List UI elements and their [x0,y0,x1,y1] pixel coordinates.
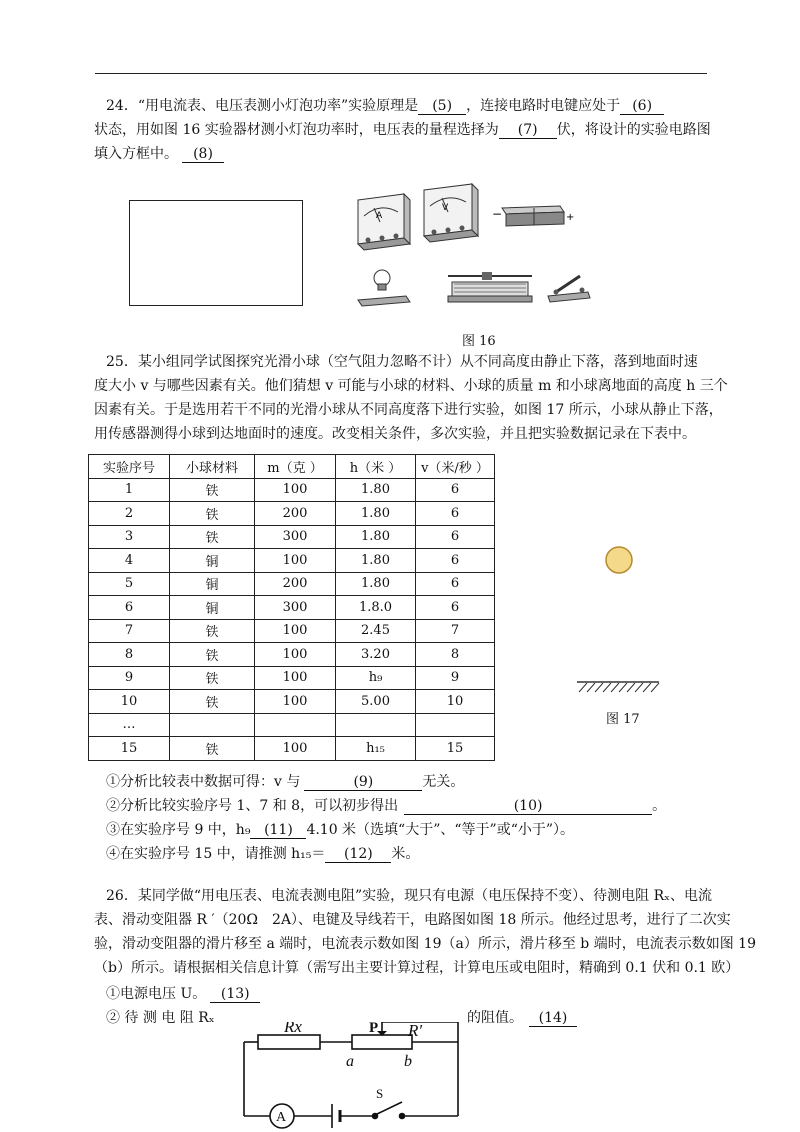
table-cell: 1.8.0 [336,596,416,620]
battery-icon [492,206,574,226]
table-cell: 15 [89,737,170,761]
blank-9[interactable]: (9) [304,774,422,791]
table-cell: 100 [255,737,336,761]
figure-17-drawing [575,540,665,700]
table-cell: 铜 [170,549,255,573]
blank-12[interactable]: (12) [325,846,391,863]
table-row [89,525,495,549]
ammeter-icon [358,194,410,250]
table-cell: 铁 [170,666,255,690]
label-p: P [369,1022,379,1036]
table-cell: 1.80 [336,478,416,502]
table-row [89,572,495,596]
table-cell: 100 [255,690,336,714]
figure-16-label: 图 16 [462,334,496,349]
table-cell: h₁₅ [336,737,416,761]
circuit-diagram [236,1022,466,1132]
table-row [89,502,495,526]
table-row [89,690,495,714]
table-cell [416,713,495,737]
ball-icon [606,547,632,573]
table-cell [170,713,255,737]
voltmeter-icon [424,184,478,242]
table-cell: 15 [416,737,495,761]
table-cell: 100 [255,643,336,667]
q25-line-1: 25．某小组同学试图探究光滑小球（空气阻力忽略不计）从不同高度由静止下落，落到地面时速 [106,354,698,370]
table-cell: 2 [89,502,170,526]
table-cell: 铁 [170,525,255,549]
table-row [89,643,495,667]
table-cell: 7 [416,619,495,643]
header-height: h（米 ） [336,455,416,479]
header-trial: 实验序号 [89,455,170,479]
table-cell: 6 [416,502,495,526]
table-row [89,666,495,690]
rheostat-r [352,1035,412,1049]
table-cell: 6 [416,549,495,573]
experiment-data-table [88,454,495,761]
table-cell: 6 [416,596,495,620]
table-cell: 300 [255,525,336,549]
svg-text:+: + [566,212,575,223]
table-cell: 铁 [170,643,255,667]
label-rprime: R′ [408,1022,423,1040]
q25-question-4: ④在实验序号 15 中，请推测 h₁₅＝ (12) 米。 [106,846,420,862]
table-cell: 100 [255,549,336,573]
blank-14[interactable]: (14) [529,1010,577,1027]
resistor-rx [258,1035,320,1049]
table-cell: 5 [89,572,170,596]
table-cell: 1.80 [336,549,416,573]
ground-icon [577,682,659,692]
table-row [89,619,495,643]
table-cell: 铁 [170,737,255,761]
table-cell: 5.00 [336,690,416,714]
table-row [89,713,495,737]
table-cell: 6 [416,572,495,596]
header-mass: m（克 ） [255,455,336,479]
figure-16-apparatus [352,180,592,310]
table-cell: h₉ [336,666,416,690]
table-cell: 100 [255,666,336,690]
table-cell: 6 [416,478,495,502]
header-rule [95,73,707,74]
table-cell: 300 [255,596,336,620]
blank-7[interactable]: (7) [499,122,557,139]
blank-13[interactable]: (13) [210,986,260,1003]
table-cell: 8 [89,643,170,667]
q25-line-3: 因素有关。于是选用若干不同的光滑小球从不同高度落下进行实验，如图 17 所示，小球从静止下落， [94,402,723,418]
table-cell: 3.20 [336,643,416,667]
table-cell: 9 [416,666,495,690]
blank-6[interactable]: (6) [620,98,664,115]
table-cell: 10 [89,690,170,714]
table-cell: 1.80 [336,525,416,549]
q24-line-2: 状态，用如图 16 实验器材测小灯泡功率时，电压表的量程选择为 (7) 伏，将设计的实验电路图 [94,122,711,138]
table-cell: 3 [89,525,170,549]
table-cell: 铁 [170,478,255,502]
blank-8[interactable]: (8) [182,146,224,163]
q26-item-1: ①电源电压 U。 (13) [106,982,260,1006]
q26-line-1: 26．某同学做“用电压表、电流表测电阻”实验，现只有电源（电压保持不变）、待测电阻 Rₓ、电流 [106,888,713,904]
q26-item-2-left: ② 待 测 电 阻 Rₓ [106,1010,215,1026]
switch-icon [548,276,590,302]
table-cell: 6 [416,525,495,549]
circuit-answer-box[interactable] [129,200,303,306]
bulb-icon [358,270,410,306]
header-velocity: v（米/秒 ） [416,455,495,479]
blank-11[interactable]: (11) [250,822,306,839]
label-ammeter: A [276,1110,287,1125]
q26-line-4: （b）所示。请根据相关信息计算（需写出主要计算过程，计算电压或电阻时，精确到 0.1 伏和 0.1 欧） [94,960,740,976]
label-switch: S [376,1086,384,1101]
table-row [89,596,495,620]
table-cell: 200 [255,502,336,526]
q26-line-3: 验，滑动变阻器的滑片移至 a 端时，电流表示数如图 19（a）所示，滑片移至 b 端时，电流表示数如图 19 [94,936,756,952]
table-cell: 铜 [170,596,255,620]
svg-text:A: A [376,211,383,221]
table-cell: 1.80 [336,572,416,596]
blank-5[interactable]: (5) [418,98,466,115]
svg-text:−: − [492,207,503,221]
label-b: b [404,1053,412,1070]
q25-question-3: ③在实验序号 9 中，h₉ (11) 4.10 米（选填“大于”、“等于”或“小于”）。 [106,822,575,838]
rheostat-icon [448,272,532,302]
q24-line-3: 填入方框中。 (8) [94,142,224,166]
table-cell [336,713,416,737]
table-row [89,478,495,502]
table-cell: 6 [89,596,170,620]
blank-10[interactable]: (10) [404,798,652,815]
table-cell: 7 [89,619,170,643]
label-rx: Rx [284,1022,302,1036]
q25-line-2: 度大小 v 与哪些因素有关。他们猜想 v 可能与小球的材料、小球的质量 m 和小球离地面的高度 h 三个 [94,378,728,394]
table-cell: 100 [255,619,336,643]
table-cell: 2.45 [336,619,416,643]
table-cell: 200 [255,572,336,596]
svg-text:V: V [442,203,449,213]
table-cell: 4 [89,549,170,573]
label-a: a [346,1053,354,1070]
table-row [89,549,495,573]
table-cell: 1.80 [336,502,416,526]
q25-question-2: ②分析比较实验序号 1、7 和 8，可以初步得出 (10) 。 [106,798,667,814]
table-cell: 铁 [170,690,255,714]
q25-question-1: ①分析比较表中数据可得：v 与 (9) 无关。 [106,774,465,790]
table-cell: 8 [416,643,495,667]
table-row [89,737,495,761]
table-cell: 铁 [170,502,255,526]
figure-17-label: 图 17 [606,712,640,727]
table-cell: 9 [89,666,170,690]
table-cell: 铜 [170,572,255,596]
table-cell [255,713,336,737]
q25-line-4: 用传感器测得小球到达地面时的速度。改变相关条件，多次实验，并且把实验数据记录在下表中。 [94,426,696,442]
q26-item-2-right: 的阻值。 (14) [467,1006,577,1030]
table-cell: 铁 [170,619,255,643]
q24-line-1: 24．“用电流表、电压表测小灯泡功率”实验原理是 (5) ，连接电路时电键应处于 (6) [106,94,664,118]
table-cell: 10 [416,690,495,714]
table-header-row [89,455,495,479]
header-material: 小球材料 [170,455,255,479]
table-cell: … [89,713,170,737]
table-cell: 1 [89,478,170,502]
q26-line-2: 表、滑动变阻器 R ′（20Ω 2A）、电键及导线若干，电路图如图 18 所示。他经过思考，进行了二次实 [94,912,731,928]
table-cell: 100 [255,478,336,502]
